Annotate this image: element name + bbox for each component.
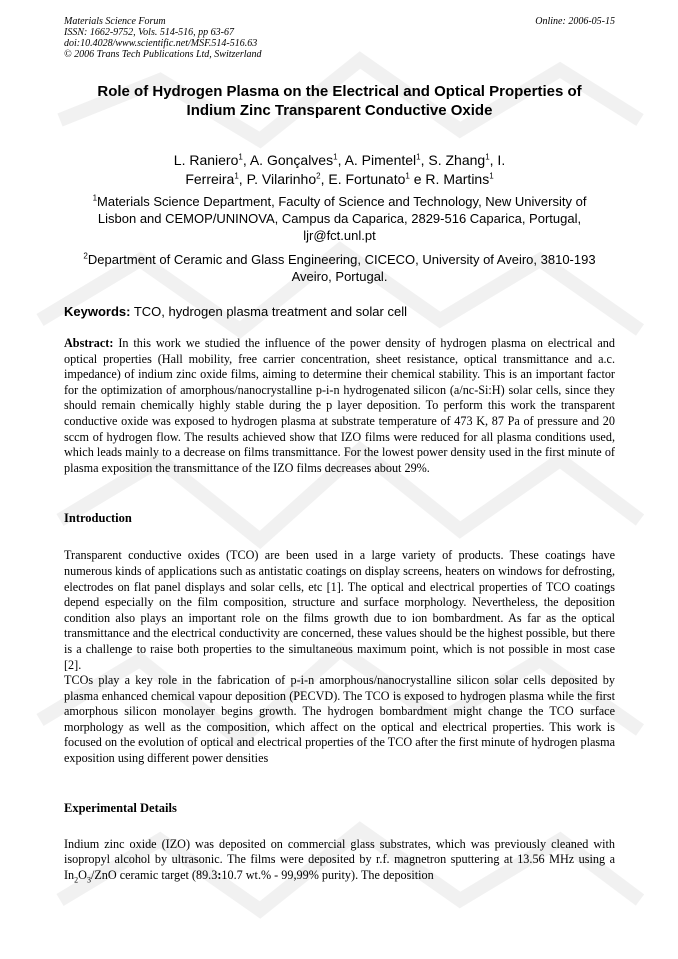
author-name: , S. Zhang: [420, 152, 486, 168]
affiliation-marker: 1: [333, 152, 338, 162]
affiliation-marker: 1: [238, 152, 243, 162]
copyright-line: © 2006 Trans Tech Publications Ltd, Switzerland: [64, 49, 262, 60]
journal-meta: [64, 16, 262, 60]
online-date: Online: 2006-05-15: [535, 16, 615, 27]
affiliation-text: Department of Ceramic and Glass Engineering, CICECO, University of Aveiro, 3810-193: [87, 252, 596, 267]
abstract: [64, 336, 615, 476]
subscript: 3: [86, 875, 91, 885]
experimental-text: Indium zinc oxide (IZO) was deposited on commercial glass substrates, which was previously cleaned with isopropyl alcohol by ultrasonic. The films were deposited by r.f. magnetron sputtering at 13.56 MHz using a In: [64, 836, 615, 882]
affiliation-1-line-2: Lisbon and CEMOP/UNINOVA, Campus da Caparica, 2829-516 Caparica, Portugal,: [97, 211, 582, 226]
author-email[interactable]: ljr@fct.unl.pt: [303, 228, 376, 243]
introduction-paragraph-2: TCOs play a key role in the fabrication of p-i-n amorphous/nanocrystalline silicon solar cells deposited by plasma enhanced chemical vapour deposition (PECVD). The TCO is exposed to hydrogen plasma while the first amorphous silicon monolayer begins growth. The hydrogen bombardment might change the TCO surface morphology as well as the composition, which affect on the optical and electrical properties. This work is focused on the evolution of optical and electrical properties of the TCO after the first minute of hydrogen plasma exposition using different power densities: [64, 673, 615, 766]
affiliation-2-line-1: [64, 251, 615, 268]
keywords-label: Keywords:: [64, 304, 131, 319]
affiliation-marker: 2: [316, 171, 321, 181]
experimental-paragraph: [64, 837, 615, 884]
introduction-paragraph-1: Transparent conductive oxides (TCO) are been used in a large variety of products. These coatings have numerous kinds of applications such as antistatic coatings on display screens, heaters on windows for defrosting, electrodes on flat panel displays and solar cells, etc [1]. The optical and electrical properties of TCO coatings depend especially on the film composition, structure and surface morphology. Nevertheless, the deposition condition also plays an important role on the films growth due to ion bombardment. As far as the optical transmittance and the electrical conductivity are concerned, these values should be the highest possible, but there is a challenge to raise both properties to the simultaneous maximum point, which is not possible in most case [2].: [64, 548, 615, 672]
author-name: L. Raniero: [173, 152, 239, 168]
doi-link[interactable]: doi:10.4028/www.scientific.net/MSF.514-516.63: [64, 38, 258, 49]
section-heading-experimental: Experimental Details: [64, 800, 177, 815]
bold-ratio-colon: :: [217, 867, 222, 882]
affiliation-marker: 1: [489, 171, 494, 181]
author-list: [64, 151, 615, 189]
title-line-2: Indium Zinc Transparent Conductive Oxide: [186, 102, 493, 119]
affiliation-number: 2: [83, 251, 88, 261]
affiliation-2: [64, 251, 615, 285]
experimental-text: /ZnO ceramic target (89.3: [90, 867, 218, 882]
author-line-2: [64, 170, 615, 189]
author-name: , E. Fortunato: [320, 171, 406, 187]
affiliation-2-line-2: Aveiro, Portugal.: [291, 269, 388, 284]
keywords: [64, 303, 615, 320]
affiliation-text: Materials Science Department, Faculty of Science and Technology, New University of: [97, 194, 587, 209]
affiliation-marker: 1: [485, 152, 490, 162]
subscript: 2: [74, 875, 79, 885]
journal-header: [64, 16, 615, 60]
author-name: , A. Pimentel: [337, 152, 417, 168]
experimental-text: 10.7 wt.% - 99,99% purity). The deposition: [221, 867, 434, 882]
author-name: , P. Vilarinho: [238, 171, 317, 187]
affiliation-marker: 1: [234, 171, 239, 181]
affiliation-marker: 1: [405, 171, 410, 181]
affiliation-marker: 1: [416, 152, 421, 162]
paper-title: [64, 82, 615, 120]
author-line-1: [64, 151, 615, 170]
abstract-text: In this work we studied the influence of the power density of hydrogen plasma on electrical and optical properties (Hall mobility, free carrier concentration, sheet resistance, optical transmittance and a.c. impedance) of indium zinc oxide films, aiming to determine their chemical stability. This is an important factor for the optimization of amorphous/nanocrystalline p-i-n hydrogenated silicon (a/nc-Si:H) solar cells, since they should remain chemically highly stable during the p layer deposition. To perform this work the transparent conductive oxide was exposed to hydrogen plasma at substrate temperature of 473 K, 87 Pa of pressure and 20 sccm of hydrogen flow. The results achieved show that IZO films were reduced for all plasma conditions used, which leads mainly to a decrease on films transmittance. For the lowest power density used in the first minute of plasma exposition the transmittance of the IZO films decreases about 29%.: [64, 336, 615, 475]
journal-name: Materials Science Forum: [64, 16, 166, 27]
issn-line: ISSN: 1662-9752, Vols. 514-516, pp 63-67: [64, 27, 234, 38]
title-line-1: Role of Hydrogen Plasma on the Electrical and Optical Properties of: [97, 83, 582, 100]
author-name: Ferreira: [185, 171, 235, 187]
affiliation-1-line-1: [64, 193, 615, 210]
keywords-text: TCO, hydrogen plasma treatment and solar cell: [130, 304, 407, 319]
author-name: e R. Martins: [409, 171, 490, 187]
affiliation-number: 1: [92, 193, 98, 203]
experimental-text: O: [78, 867, 87, 882]
affiliation-1: [64, 193, 615, 244]
paper-page: [64, 16, 615, 883]
section-heading-introduction: Introduction: [64, 511, 132, 526]
abstract-label: Abstract:: [64, 336, 114, 350]
author-name: , A. Gonçalves: [242, 152, 334, 168]
author-name: , I.: [489, 152, 506, 168]
